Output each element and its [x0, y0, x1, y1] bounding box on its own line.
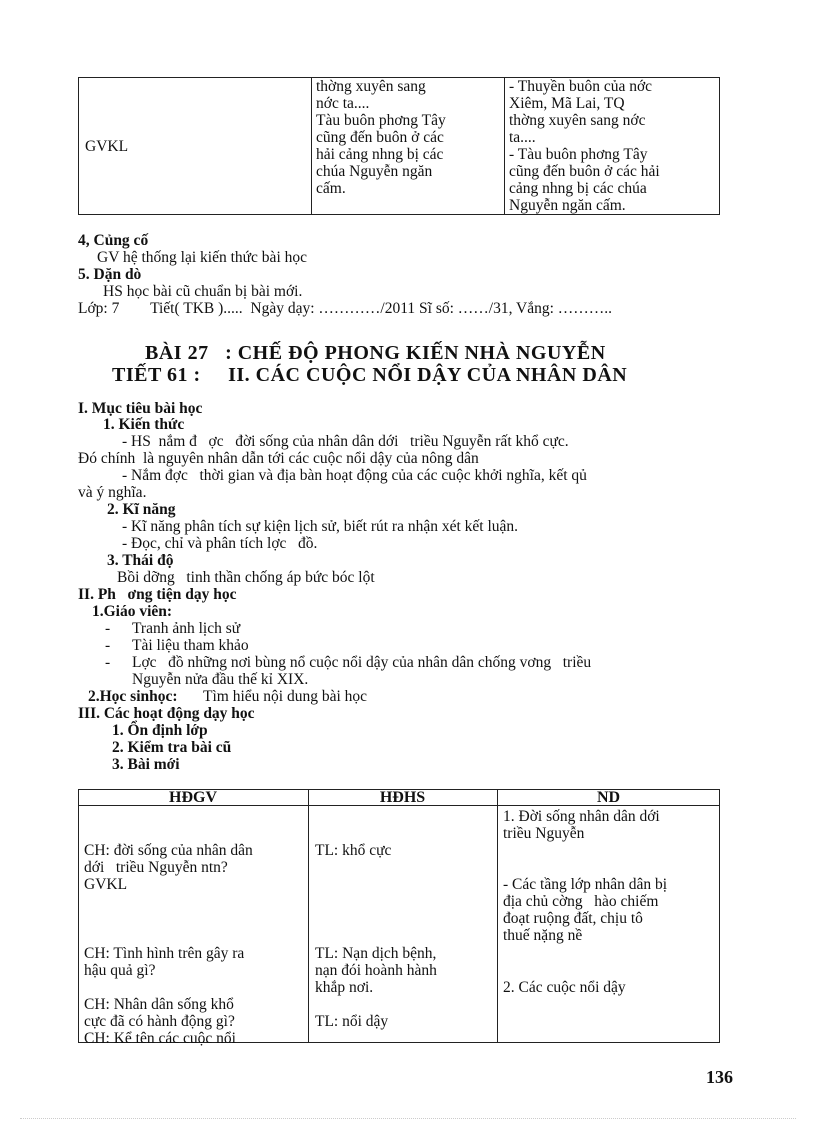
table-cell-text: đoạt ruộng đất, chịu tô [503, 910, 643, 927]
teacher-item-1: Tranh ảnh lịch sử [132, 620, 241, 637]
cell-line: thờng xuyên sang [316, 78, 426, 95]
teacher-bullet-3: - [105, 654, 111, 671]
table-cell-text: triều Nguyễn [503, 825, 585, 842]
table-cell-text: dới triều Nguyễn ntn? [84, 859, 228, 876]
activities-step-1: 1. Ổn định lớp [112, 722, 208, 739]
cell-line: - Thuyền buôn của nớc [509, 78, 653, 95]
header-hdgv: HĐGV [169, 789, 217, 806]
knowledge-item-1b: Đó chính là nguyên nhân dẫn tới các cuộc nổi dậy của nông dân [78, 450, 479, 467]
table-cell-text: 1. Đời sống nhân dân dới [503, 808, 660, 825]
activities-heading: III. Các hoạt động dạy học [78, 705, 255, 722]
table-cell-text: TL: Nạn dịch bệnh, [315, 945, 437, 962]
cell-line: GVKL [85, 137, 129, 155]
cell-line: cấm. [316, 180, 346, 197]
knowledge-item-2: - Nắm đợc thời gian và địa bàn hoạt động của các cuộc khởi nghĩa, kết qủ [122, 467, 587, 484]
table-cell-text: cực đã có hành động gì? [84, 1013, 235, 1030]
knowledge-heading: 1. Kiến thức [103, 416, 185, 433]
table-cell-text: TL: nổi dậy [315, 1013, 389, 1030]
activities-step-3: 3. Bài mới [112, 756, 180, 773]
lesson-subtitle: TIẾT 61 : II. CÁC CUỘC NỔI DẬY CỦA NHÂN DÂN [112, 364, 628, 386]
top-table-col3 [505, 78, 720, 215]
table-cell-text: GVKL [84, 876, 128, 893]
cell-line: thờng xuyên sang nớc [509, 112, 646, 129]
attitude-item-1: Bồi dỡng tinh thần chống áp bức bóc lột [117, 569, 375, 586]
cell-line: ta.... [509, 129, 536, 146]
page-number: 136 [706, 1067, 733, 1087]
attitude-heading: 3. Thái độ [107, 552, 174, 569]
cell-line: nớc ta.... [316, 95, 370, 112]
section4-text: GV hệ thống lại kiến thức bài học [97, 249, 307, 266]
teacher-item-2: Tài liệu tham khảo [132, 637, 249, 654]
cell-line: Tàu buôn phơng Tây [316, 112, 446, 129]
footer-divider [20, 1118, 796, 1119]
cell-line: hải cảng nhng bị các [316, 146, 444, 163]
cell-line: Nguyễn ngăn cấm. [509, 197, 626, 214]
table-cell-text: hậu quả gì? [84, 962, 156, 979]
table-cell-text: 2. Các cuộc nổi dậy [503, 979, 626, 996]
knowledge-item-2b: và ý nghĩa. [78, 484, 147, 501]
header-hdhs: HĐHS [379, 789, 426, 806]
student-label: 2.Học sinhọc: [88, 688, 178, 705]
skills-heading: 2. Kĩ năng [107, 501, 176, 518]
table-cell-text: CH: Tình hình trên gây ra [84, 945, 245, 962]
means-heading: II. Ph ơng tiện dạy học [78, 586, 237, 603]
cell-line: cũng đến buôn ở các [316, 129, 444, 146]
student-text: Tìm hiểu nội dung bài học [203, 688, 368, 705]
section5-title: 5. Dặn dò [78, 266, 142, 283]
class-info: Lớp: 7 Tiết( TKB )..... Ngày dạy: …………/2011 Sĩ số: ……/31, Vắng: ……….. [78, 300, 613, 317]
section4-title: 4, Củng cố [78, 232, 149, 249]
table-cell-text: CH: Nhân dân sống khổ [84, 996, 234, 1013]
table-cell-text: - Các tầng lớp nhân dân bị [503, 876, 668, 893]
top-table [78, 77, 720, 215]
table-cell-text: TL: khổ cực [315, 842, 392, 859]
table-cell-text: nạn đói hoành hành [315, 962, 437, 979]
cell-line: chúa Nguyễn ngăn [316, 163, 433, 180]
lesson-title: BÀI 27 : CHẾ ĐỘ PHONG KIẾN NHÀ NGUYỄN [145, 342, 606, 364]
teacher-item-3b: Nguyễn nửa đầu thế kỉ XIX. [132, 671, 309, 688]
cell-line: Xiêm, Mã Lai, TQ [509, 95, 625, 112]
table-cell-text: CH: Kể tên các cuộc nổi [84, 1030, 236, 1047]
table-cell-text: khắp nơi. [315, 979, 374, 996]
main-table-col-divider-2 [497, 789, 498, 1043]
skills-item-2: - Đọc, chỉ và phân tích lợc đồ. [122, 535, 318, 552]
cell-line: - Tàu buôn phơng Tây [509, 146, 648, 163]
table-cell-text: CH: đời sống của nhân dân [84, 842, 253, 859]
teacher-bullet-1: - [105, 620, 111, 637]
main-table-col-divider-1 [308, 789, 309, 1043]
teacher-item-3: Lợc đồ những nơi bùng nổ cuộc nổi dậy của nhân dân chống vơng triều [132, 654, 592, 671]
table-cell-text: thuế nặng nề [503, 927, 583, 944]
skills-item-1: - Kĩ năng phân tích sự kiện lịch sử, biết rút ra nhận xét kết luận. [122, 518, 519, 535]
table-cell-text: địa chủ cờng hào chiếm [503, 893, 659, 910]
knowledge-item-1: - HS nắm đ ợc đời sống của nhân dân dới triều Nguyễn rất khổ cực. [122, 433, 569, 450]
header-nd: ND [596, 789, 621, 806]
cell-line: cũng đến buôn ở các hải [509, 163, 660, 180]
top-table-col2 [312, 78, 505, 215]
teacher-bullet-2: - [105, 637, 111, 654]
teacher-heading: 1.Giáo viên: [92, 603, 173, 620]
top-table-col1 [79, 78, 312, 215]
objectives-heading: I. Mục tiêu bài học [78, 400, 203, 417]
cell-line: cảng nhng bị các chúa [509, 180, 647, 197]
activities-step-2: 2. Kiểm tra bài cũ [112, 739, 232, 756]
section5-text: HS học bài cũ chuẩn bị bài mới. [103, 283, 303, 300]
